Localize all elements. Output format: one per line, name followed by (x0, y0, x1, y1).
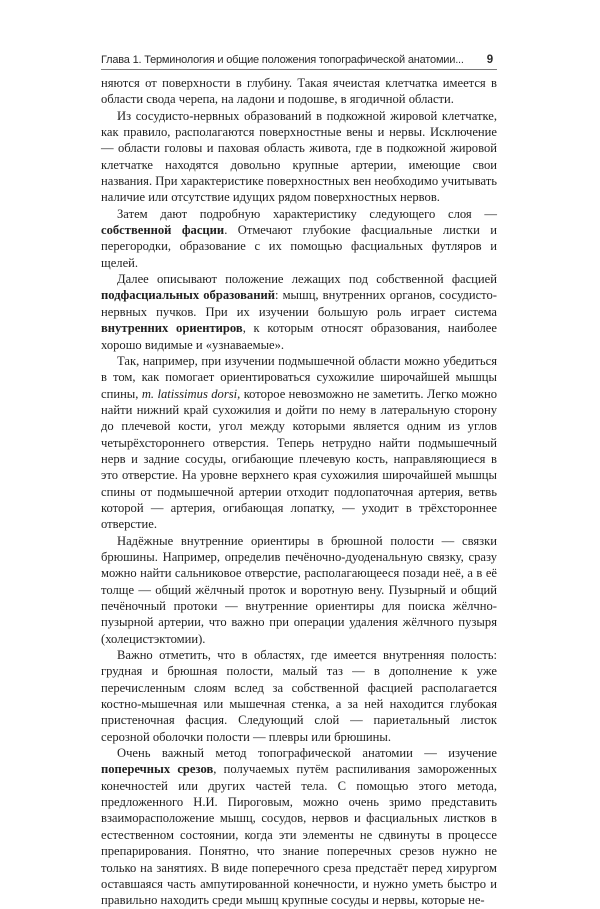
bold-term: собственной фасции (101, 223, 225, 238)
text-run: . Отмечают глубокие фасциальные листки и перегородки, образование с их помощью фасциальных футляров и щелей. (101, 223, 497, 270)
bold-term: поперечных срезов (101, 762, 214, 777)
paragraph (101, 108, 497, 206)
running-header (101, 46, 497, 70)
text-run: , получаемых путём распиливания замороженных конечностей или других частей тела. С помощью этого метода, предложенного Н.И. Пироговым, можно очень зримо представить взаиморасположение мышц, сосудов, нервов и фасциальных листков в естественном состоянии, когда эти элементы не сдвинуты в процессе препарирования. Понятно, что знание поперечных срезов нужно не только на занятиях. В виде поперечного среза предстаёт перед хирургом оставшаяся часть ампутированной конечности, и нужно уметь быстро и правильно находить среди мышц крупные сосуды и нервы, которые не- (101, 762, 497, 908)
text-run: Важно отметить, что в областях, где имеется внутренняя полость: грудная и брюшная полости, малый таз — в дополнение к уже перечисленным слоям вслед за собственной фасцией располагается костно-мышечная или мышечная стенка, а за ней находится глубокая пристеночная фасция. Следующий слой — париетальный листок серозной оболочки полости — плевры или брюшины. (101, 648, 497, 744)
latin-term: m. latissimus dorsi (141, 386, 238, 401)
page-body (101, 75, 497, 909)
bold-term: внутренних ориентиров (101, 321, 243, 336)
chapter-title: Глава 1. Терминология и общие положения топографической анатомии... (101, 54, 464, 66)
paragraph (101, 271, 497, 353)
text-run: Надёжные внутренние ориентиры в брюшной полости — связки брюшины. Например, определив печёночно-дуоденальную связку, сразу можно найти сальниковое отверстие, располагающееся позади неё, а в её толще — общий жёлчный проток и воротную вену. Пузырный и общий печёночный протоки — внутренние ориентиры для поиска жёлчно-пузырной артерии, что важно при операции удаления жёлчного пузыря (холецистэктомии). (101, 533, 497, 646)
text-run: , которое невозможно не заметить. Легко можно найти нижний край сухожилия и дойти по нему в латеральную сторону до плечевой кости, угол между которыми является одним из углов четырёхстороннего отверстия. Теперь нетрудно найти подмышечный нерв и задние сосуды, огибающие плечевую кость, направляющиеся в это отверстие. На уровне верхнего края сухожилия широчайшей мышцы спины от подмышечной артерии отходит подлопаточная артерия, ветвь которой — артерия, огибающая лопатку, — уходит в трёхстороннее отверстие. (101, 386, 497, 532)
text-run: Далее описывают положение лежащих под собственной фасцией (117, 272, 497, 287)
paragraph (101, 206, 497, 271)
text-run: Затем дают подробную характеристику следующего слоя — (117, 206, 497, 221)
text-run: , к которым относят образования, наиболее хорошо видимые и «узнаваемые». (101, 321, 497, 352)
paragraph (101, 353, 497, 533)
bold-term: подфасциальных образований (101, 288, 275, 303)
paragraph (101, 745, 497, 908)
text-run: Так, например, при изучении подмышечной области можно убедиться в том, как помогает ориентироваться сухожилие широчайшей мышцы спины, (101, 353, 497, 401)
text-run: няются от поверхности в глубину. Такая ячеистая клетчатка имеется в области свода черепа, на ладони и подошве, в ягодичной области. (101, 76, 497, 107)
text-run: Из сосудисто-нервных образований в подкожной жировой клетчатке, как правило, располагаются поверхностные вены и нервы. Исключение — области головы и паховая область живота, где в подкожной жировой клетчатке находятся довольно крупные артерии, имеющие свои названия. При характеристике поверхностных вен необходимо учитывать наличие или отсутствие идущих рядом поверхностных нервов. (101, 108, 497, 205)
paragraph (101, 533, 497, 647)
text-run: : мышц, внутренних органов, сосудисто-нервных пучков. При их изучении большую роль играет система (101, 288, 497, 319)
page-number: 9 (486, 54, 493, 66)
paragraph (101, 647, 497, 745)
paragraph (101, 75, 497, 108)
text-run: Очень важный метод топографической анатомии — изучение (117, 746, 497, 761)
